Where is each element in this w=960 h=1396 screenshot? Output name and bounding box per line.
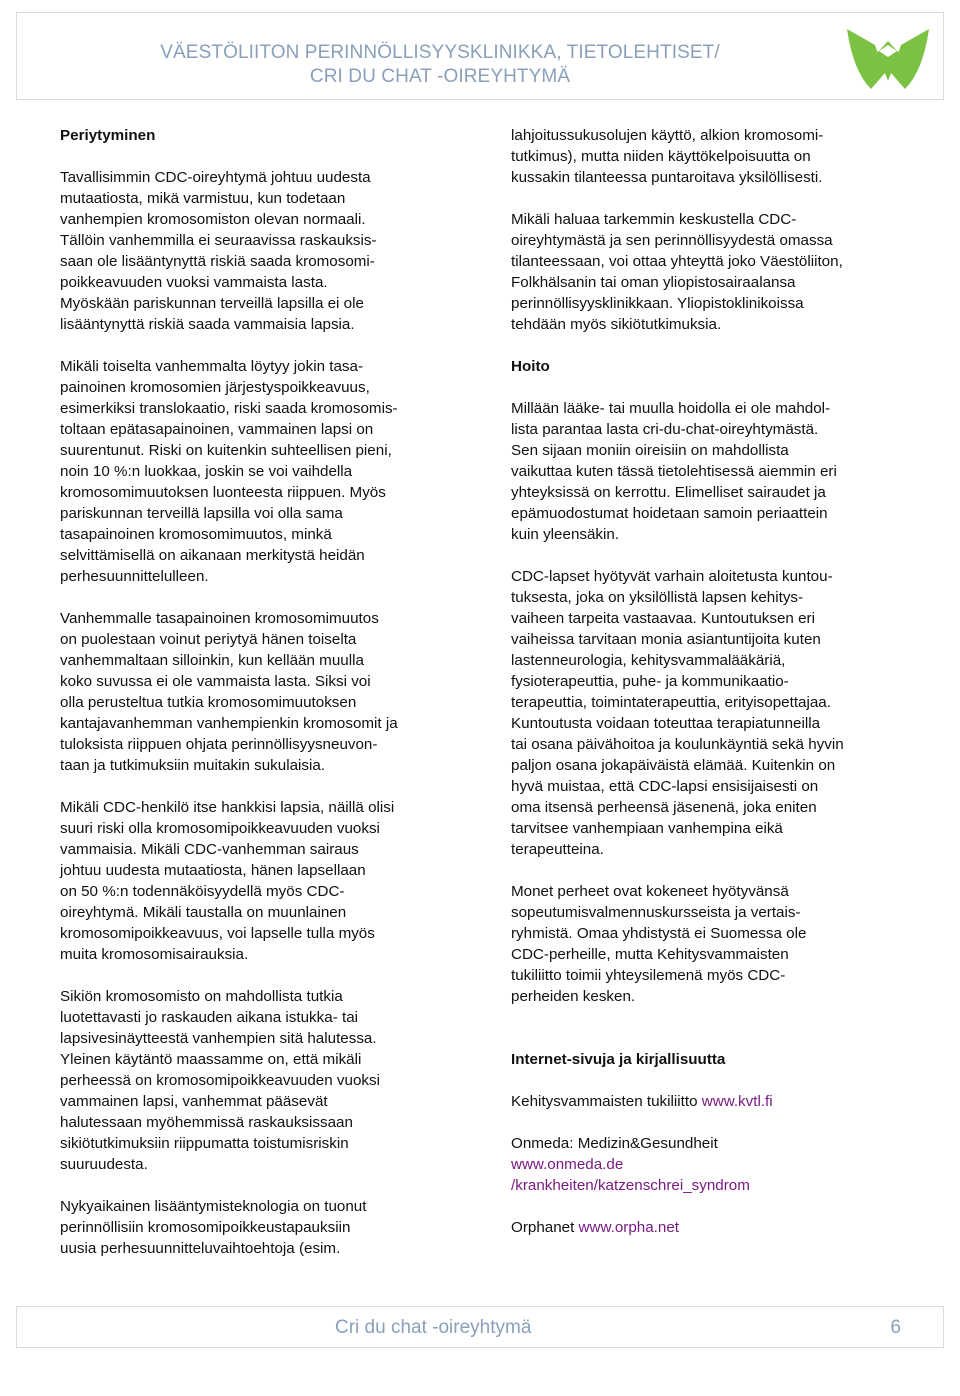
- text-line: esimerkiksi translokaatio, riski saada kromosomis-: [60, 400, 398, 417]
- vaestoliitto-logo-icon: [833, 23, 943, 97]
- text-line: johtuu uudesta mutaatiosta, hänen lapsellaan: [60, 862, 366, 879]
- text-line: Millään lääke- tai muulla hoidolla ei ole mahdol-: [511, 400, 831, 417]
- text-line: vammainen lapsi, vanhemmat pääsevät: [60, 1093, 328, 1110]
- paragraph-cdc-person-children: [60, 797, 460, 965]
- page-footer: [16, 1306, 944, 1348]
- text-line: Vanhemmalle tasapainoinen kromosomimuutos: [60, 610, 379, 627]
- text-line: Sikiön kromosomisto on mahdollista tutkia: [60, 988, 343, 1005]
- heading-hoito: Hoito: [511, 358, 550, 375]
- text-line: kromosomipoikkeavuus, voi lapselle tulla myös: [60, 925, 375, 942]
- text-line: Mikäli toiselta vanhemmalta löytyy jokin tasa-: [60, 358, 364, 375]
- text-line: tuksesta, joka on yksilöllistä lapsen kehitys-: [511, 589, 804, 606]
- text-line: tai osana päivähoitoa ja koulunkäyntiä sekä hyvin: [511, 736, 844, 753]
- page-header: [16, 12, 944, 100]
- text-line: CDC-perheille, mutta Kehitysvammaisten: [511, 946, 789, 963]
- text-line: koko suvussa ei ole vammaista lasta. Siksi voi: [60, 673, 371, 690]
- text-line: olla perusteltua tutkia kromosomimuutoksen: [60, 694, 357, 711]
- link-onmeda[interactable]: www.onmeda.de: [511, 1156, 624, 1173]
- text-line: yhteyksissä on kerrottu. Elimelliset sairaudet ja: [511, 484, 826, 501]
- text-line: perheiden kesken.: [511, 988, 636, 1005]
- text-line: perinnöllisiin kromosomipoikkeustapauksiin: [60, 1219, 351, 1236]
- text-line: tilanteessaan, voi ottaa yhteyttä joko Väestöliiton,: [511, 253, 843, 270]
- text-line: lapsivesinäytteestä vanhempien sitä halutessa.: [60, 1030, 377, 1047]
- left-column: [60, 125, 460, 1259]
- text-line: halutessaan myöhemmissä raskauksissaan: [60, 1114, 353, 1131]
- footer-title: Cri du chat -oireyhtymä: [335, 1317, 532, 1338]
- text-line: ryhmistä. Omaa yhdistystä ei Suomessa ole: [511, 925, 807, 942]
- text-line: oireyhtymä. Mikäli taustalla on muunlainen: [60, 904, 347, 921]
- text-line: terapeuttia, toimintaterapeuttia, erityisopettajaa.: [511, 694, 831, 711]
- paragraph-reproductive-technology: [60, 1196, 460, 1259]
- header-title: [120, 41, 760, 89]
- paragraph-donor-gametes: [511, 125, 901, 188]
- text-line: epämuodostumat hoidetaan samoin periaattein: [511, 505, 828, 522]
- text-line: lisääntynyttä riskiä saada vammaisia lapsia.: [60, 316, 355, 333]
- paragraph-treatment: [511, 398, 901, 545]
- resource-orphanet: [511, 1217, 901, 1238]
- text-line: tutkimus), mutta niiden käyttökelpoisuutta on: [511, 148, 811, 165]
- text-line: selvittämisellä on aikanaan merkitystä heidän: [60, 547, 365, 564]
- resource-kvtl: [511, 1091, 901, 1112]
- text-line: on 50 %:n todennäköisyydellä myös CDC-: [60, 883, 345, 900]
- text-line: noin 10 %:n luokkaa, joskin se voi vaihdella: [60, 463, 353, 480]
- text-line: perheessä on kromosomipoikkeavuuden vuoksi: [60, 1072, 380, 1089]
- text-line: on puolestaan voinut periytyä hänen toiselta: [60, 631, 357, 648]
- paragraph-carrier-relatives: [60, 608, 460, 776]
- text-line: vaiheissa tarvitaan monia asiantuntijoita kuten: [511, 631, 821, 648]
- text-line: lastenneurologia, kehitysvammalääkäriä,: [511, 652, 786, 669]
- text-line: tuloksista riippuen ohjata perinnöllisyysneuvon-: [60, 736, 378, 753]
- text-line: Tavallisimmin CDC-oireyhtymä johtuu uudesta: [60, 169, 371, 186]
- text-line: uusia perhesuunnitteluvaihtoehtoja (esim.: [60, 1240, 341, 1257]
- text-line: saan ole lisääntynyttä riskiä saada kromosomi-: [60, 253, 375, 270]
- text-line: Mikäli CDC-henkilö itse hankkisi lapsia, näillä olisi: [60, 799, 395, 816]
- text-line: fysioterapeuttia, puhe- ja kommunikaatio-: [511, 673, 789, 690]
- text-line: suuri riski olla kromosomipoikkeavuuden vuoksi: [60, 820, 380, 837]
- text-line: oireyhtymästä ja sen perinnöllisyydestä omassa: [511, 232, 833, 249]
- text-line: vaikuttaa kuten tässä tietolehtisessä aiemmin eri: [511, 463, 837, 480]
- text-line: vammaisia. Mikäli CDC-vanhemman sairaus: [60, 841, 359, 858]
- text-line: tehdään myös sikiötutkimuksia.: [511, 316, 722, 333]
- text-line: Myöskään pariskunnan terveillä lapsilla ei ole: [60, 295, 364, 312]
- text-line: poikkeavuuden vuoksi vammaista lasta.: [60, 274, 328, 291]
- header-title-line-1: VÄESTÖLIITON PERINNÖLLISYYSKLINIKKA, TIETOLEHTISET/: [160, 42, 720, 63]
- text-line: Kuntoutusta voidaan toteuttaa terapiatunneilla: [511, 715, 821, 732]
- page-number: 6: [890, 1317, 901, 1338]
- resource-kvtl-label: Kehitysvammaisten tukiliitto: [511, 1093, 702, 1110]
- text-line: lista parantaa lasta cri-du-chat-oireyhtymästä.: [511, 421, 819, 438]
- text-line: painoinen kromosomien järjestyspoikkeavuus,: [60, 379, 370, 396]
- text-line: sopeutumisvalmennuskursseista ja vertais-: [511, 904, 801, 921]
- link-orphanet[interactable]: www.orpha.net: [578, 1219, 680, 1236]
- text-line: vaiheen tarpeita vastaavaa. Kuntoutuksen eri: [511, 610, 815, 627]
- text-line: paljon osana jokapäiväistä elämää. Kuitenkin on: [511, 757, 836, 774]
- text-line: vanhemmaltaan silloinkin, kun kellään muulla: [60, 652, 364, 669]
- resource-orphanet-label: Orphanet: [511, 1219, 579, 1236]
- text-line: Mikäli haluaa tarkemmin keskustella CDC-: [511, 211, 797, 228]
- text-line: kantajavanhemman vanhempienkin kromosomit ja: [60, 715, 398, 732]
- text-line: tarvitsee vanhempiaan vanhempina eikä: [511, 820, 783, 837]
- text-line: Sen sijaan moniin oireisiin on mahdollista: [511, 442, 789, 459]
- text-line: Nykyaikainen lisääntymisteknologia on tuonut: [60, 1198, 367, 1215]
- paragraph-inheritance-intro: [60, 167, 460, 335]
- text-line: muita kromosomisairauksia.: [60, 946, 249, 963]
- text-line: suuruudesta.: [60, 1156, 148, 1173]
- text-line: tukiliitto toimii yhteysilemenä myös CDC-: [511, 967, 786, 984]
- text-line: suurentunut. Riski on kuitenkin suhteellisen pieni,: [60, 442, 392, 459]
- text-line: Folkhälsanin tai oman yliopistosairaalansa: [511, 274, 796, 291]
- text-line: terapeutteina.: [511, 841, 604, 858]
- text-line: luotettavasti jo raskauden aikana istukka- tai: [60, 1009, 359, 1026]
- text-line: Tällöin vanhemmilla ei seuraavissa raskauksis-: [60, 232, 377, 249]
- text-line: oma itsensä perheensä jäsenenä, joka eniten: [511, 799, 817, 816]
- link-kvtl[interactable]: www.kvtl.fi: [701, 1093, 773, 1110]
- heading-periytyminen: Periytyminen: [60, 127, 156, 144]
- text-line: taan ja tutkimuksiin muitakin sukulaisia.: [60, 757, 326, 774]
- text-line: Yleinen käytäntö maassamme on, että mikäli: [60, 1051, 362, 1068]
- resource-onmeda: [511, 1133, 901, 1196]
- resource-onmeda-label: Onmeda: Medizin&Gesundheit: [511, 1135, 718, 1152]
- paragraph-prenatal-testing: [60, 986, 460, 1175]
- text-line: kuin yleensäkin.: [511, 526, 620, 543]
- text-line: hyvä muistaa, että CDC-lapsi ensisijaisesti on: [511, 778, 819, 795]
- text-line: kromosomimuutoksen luonteesta riippuen. Myös: [60, 484, 386, 501]
- heading-internet-resources: Internet-sivuja ja kirjallisuutta: [511, 1051, 726, 1068]
- paragraph-genetic-counselling: [511, 209, 901, 335]
- text-line: Monet perheet ovat kokeneet hyötyvänsä: [511, 883, 789, 900]
- text-line: perhesuunnittelulleen.: [60, 568, 209, 585]
- text-line: kussakin tilanteessa puntaroitava yksilöllisesti.: [511, 169, 823, 186]
- right-column: [511, 125, 901, 1259]
- text-line: pariskunnan terveillä lapsilla voi olla sama: [60, 505, 343, 522]
- link-onmeda-path[interactable]: /krankheiten/katzenschrei_syndrom: [511, 1177, 750, 1194]
- paragraph-peer-support: [511, 881, 901, 1007]
- text-line: tasapainoinen kromosomimuutos, minkä: [60, 526, 332, 543]
- paragraph-balanced-rearrangement: [60, 356, 460, 587]
- text-line: toltaan epätasapainoinen, vammainen lapsi on: [60, 421, 374, 438]
- text-line: perinnöllisyysklinikkaan. Yliopistoklinikoissa: [511, 295, 804, 312]
- text-line: lahjoitussukusolujen käyttö, alkion kromosomi-: [511, 127, 824, 144]
- text-line: sikiötutkimuksiin riippumatta toistumisriskin: [60, 1135, 349, 1152]
- text-line: CDC-lapset hyötyvät varhain aloitetusta kuntou-: [511, 568, 833, 585]
- text-line: mutaatiosta, mikä varmistuu, kun todetaan: [60, 190, 346, 207]
- text-line: vanhempien kromosomiston olevan normaali.: [60, 211, 366, 228]
- header-title-line-2: CRI DU CHAT -OIREYHTYMÄ: [309, 66, 571, 87]
- paragraph-rehabilitation: [511, 566, 901, 860]
